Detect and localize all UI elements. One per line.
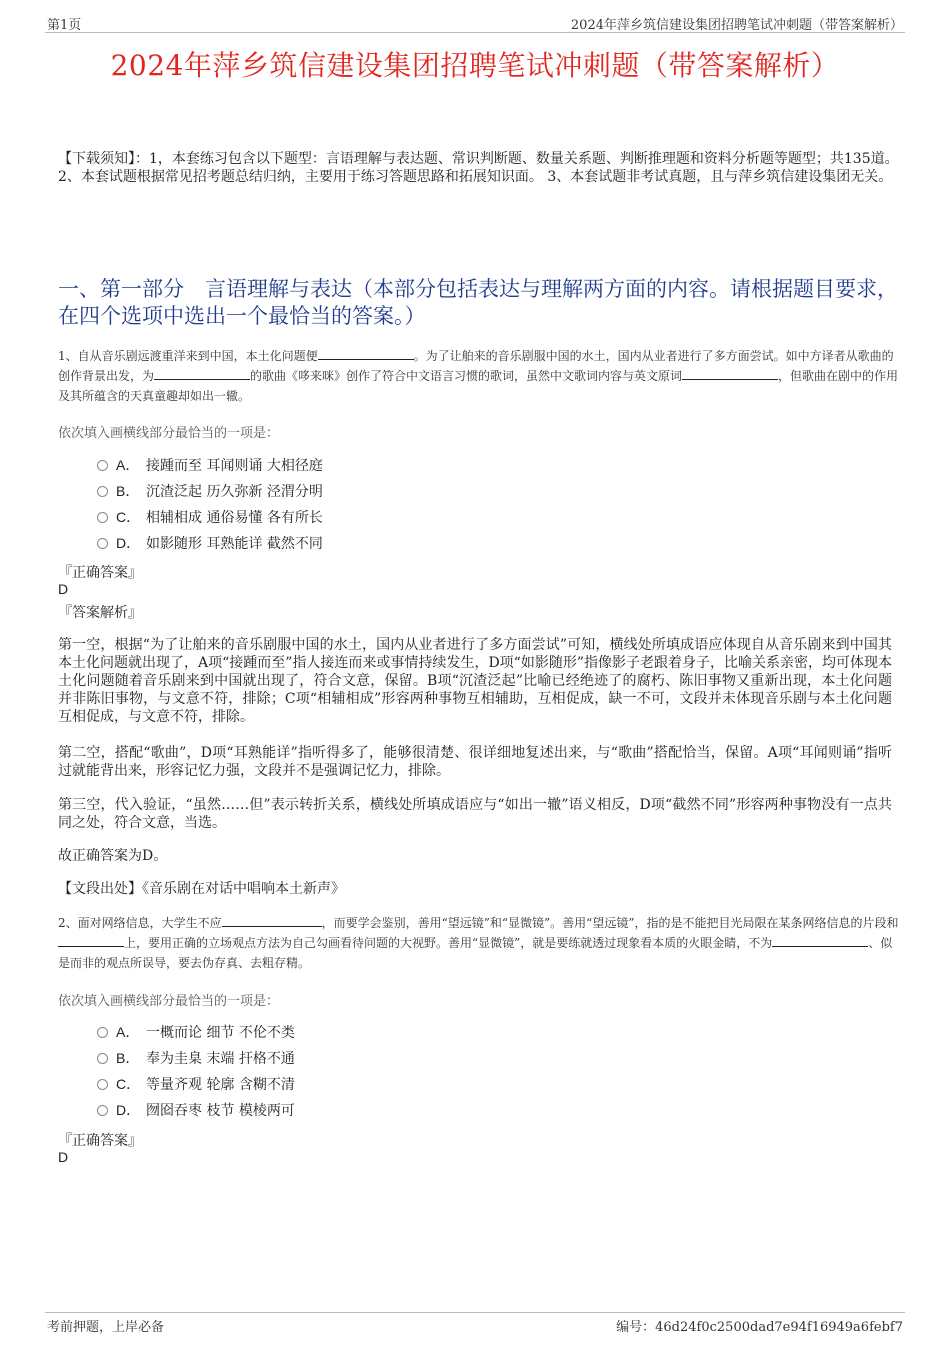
section-title: 一、第一部分 言语理解与表达（本部分包括表达与理解两方面的内容。请根据题目要求，在四个选项中选出一个最恰当的答案。） bbox=[58, 277, 898, 328]
header-doc-title: 2024年萍乡筑信建设集团招聘笔试冲刺题（带答案解析） bbox=[570, 18, 903, 33]
q1-option-d[interactable]: D． 如影随形 耳熟能详 截然不同 bbox=[97, 533, 323, 553]
page-number: 第1页 bbox=[47, 18, 82, 33]
blank bbox=[58, 934, 124, 947]
q1-source: 【文段出处】《音乐剧在对话中唱响本土新声》 bbox=[58, 881, 345, 897]
blank bbox=[318, 347, 414, 360]
q1-option-b[interactable]: B． 沉渣泛起 历久弥新 泾渭分明 bbox=[97, 481, 323, 501]
radio-icon[interactable] bbox=[97, 1079, 108, 1090]
radio-icon[interactable] bbox=[97, 1027, 108, 1038]
blank bbox=[682, 367, 778, 380]
q1-analysis-label: 『答案解析』 bbox=[58, 605, 142, 621]
q1-analysis-para-3: 第三空，代入验证，“虽然……但”表示转折关系，横线处所填成语应与“如出一辙”语义相反，D项“截然不同”形容两种事物没有一点共同之处，符合文意，当选。 bbox=[58, 797, 892, 831]
footer-serial: 编号：46d24f0c2500dad7e94f16949a6febf7 bbox=[616, 1320, 903, 1335]
blank bbox=[772, 934, 868, 947]
radio-icon[interactable] bbox=[97, 512, 108, 523]
question-1-stem: 1、自从音乐剧远渡重洋来到中国，本土化问题便 。为了让舶来的音乐剧服中国的水土，国内从业者进行了多方面尝试。如中方译者从歌曲的创作背景出发，为 的歌曲《哆来咪》创作了符合中文语言习惯的歌词，虽然中文歌词内容与英文原词 ，但歌曲在剧中的作用及其所蕴含的天真童趣却如出一辙。 bbox=[58, 349, 899, 403]
q1-analysis-para-4: 故正确答案为D。 bbox=[58, 848, 168, 864]
download-notice: 【下载须知】：1，本套练习包含以下题型：言语理解与表达题、常识判断题、数量关系题、判断推理题和资料分析题等题型；共135道。 2、本套试题根据常见招考题总结归纳，主要用于练习答题思路和拓展知识面。 3、本套试题非考试真题，且与萍乡筑信建设集团无关。 bbox=[58, 151, 899, 185]
page-header bbox=[45, 12, 905, 33]
footer-slogan: 考前押题，上岸必备 bbox=[47, 1320, 165, 1335]
question-2-prompt: 依次填入画横线部分最恰当的一项是： bbox=[58, 994, 280, 1009]
document-title: 2024年萍乡筑信建设集团招聘笔试冲刺题（带答案解析） bbox=[110, 49, 840, 82]
q1-analysis-para-1: 第一空，根据“为了让舶来的音乐剧服中国的水土，国内从业者进行了多方面尝试”可知，横线处所填成语应体现自从音乐剧来到中国其本土化问题就出现了，A项“接踵而至”指人接连而来或事情持续发生，D项“如影随形”指像影子老跟着身子，比喻关系亲密，均可体现本土化问题随着音乐剧来到中国就出现了，符合文意，保留。B项“沉渣泛起”比喻已经绝迹了的腐朽、陈旧事物又重新出现，本土化问题并非陈旧事物，与文意不符，排除；C项“相辅相成”形容两种事物互相辅助，互相促成，缺一不可，文段并未体现音乐剧与本土化问题互相促成，与文意不符，排除。 bbox=[58, 637, 892, 725]
radio-icon[interactable] bbox=[97, 486, 108, 497]
blank bbox=[222, 914, 322, 927]
q1-analysis-para-2: 第二空，搭配“歌曲”，D项“耳熟能详”指听得多了，能够很清楚、很详细地复述出来，与“歌曲”搭配恰当，保留。A项“耳闻则诵”指听过就能背出来，形容记忆力强，文段并不是强调记忆力，排除。 bbox=[58, 745, 892, 779]
radio-icon[interactable] bbox=[97, 1053, 108, 1064]
radio-icon[interactable] bbox=[97, 1105, 108, 1116]
blank bbox=[154, 367, 250, 380]
question-1-prompt: 依次填入画横线部分最恰当的一项是： bbox=[58, 426, 280, 441]
question-2-stem: 2、面对网络信息，大学生不应 ，而要学会鉴别，善用“望远镜”和“显微镜”。善用“望远镜”，指的是不能把目光局限在某条网络信息的片段和上，要用正确的立场观点方法为自己勾画看待问题的大视野。善用“显微镜”，就是要练就透过现象看本质的火眼金睛，不为 、似是而非的观点所误导，要去伪存真、去粗存精。 bbox=[58, 916, 899, 970]
q2-option-a[interactable]: A． 一概而论 细节 不伦不类 bbox=[97, 1022, 295, 1042]
q2-answer-label: 『正确答案』 bbox=[58, 1133, 142, 1149]
q1-option-a[interactable]: A． 接踵而至 耳闻则诵 大相径庭 bbox=[97, 455, 323, 475]
q2-option-d[interactable]: D． 囫囵吞枣 枝节 模棱两可 bbox=[97, 1100, 295, 1120]
radio-icon[interactable] bbox=[97, 538, 108, 549]
q1-option-c[interactable]: C． 相辅相成 通俗易懂 各有所长 bbox=[97, 507, 323, 527]
q2-answer: D bbox=[58, 1149, 69, 1165]
page-footer bbox=[45, 1312, 905, 1335]
q2-option-b[interactable]: B． 奉为圭臬 末端 扞格不通 bbox=[97, 1048, 295, 1068]
radio-icon[interactable] bbox=[97, 460, 108, 471]
q1-answer-label: 『正确答案』 bbox=[58, 565, 142, 581]
q1-answer: D bbox=[58, 581, 69, 597]
q2-option-c[interactable]: C． 等量齐观 轮廓 含糊不清 bbox=[97, 1074, 295, 1094]
